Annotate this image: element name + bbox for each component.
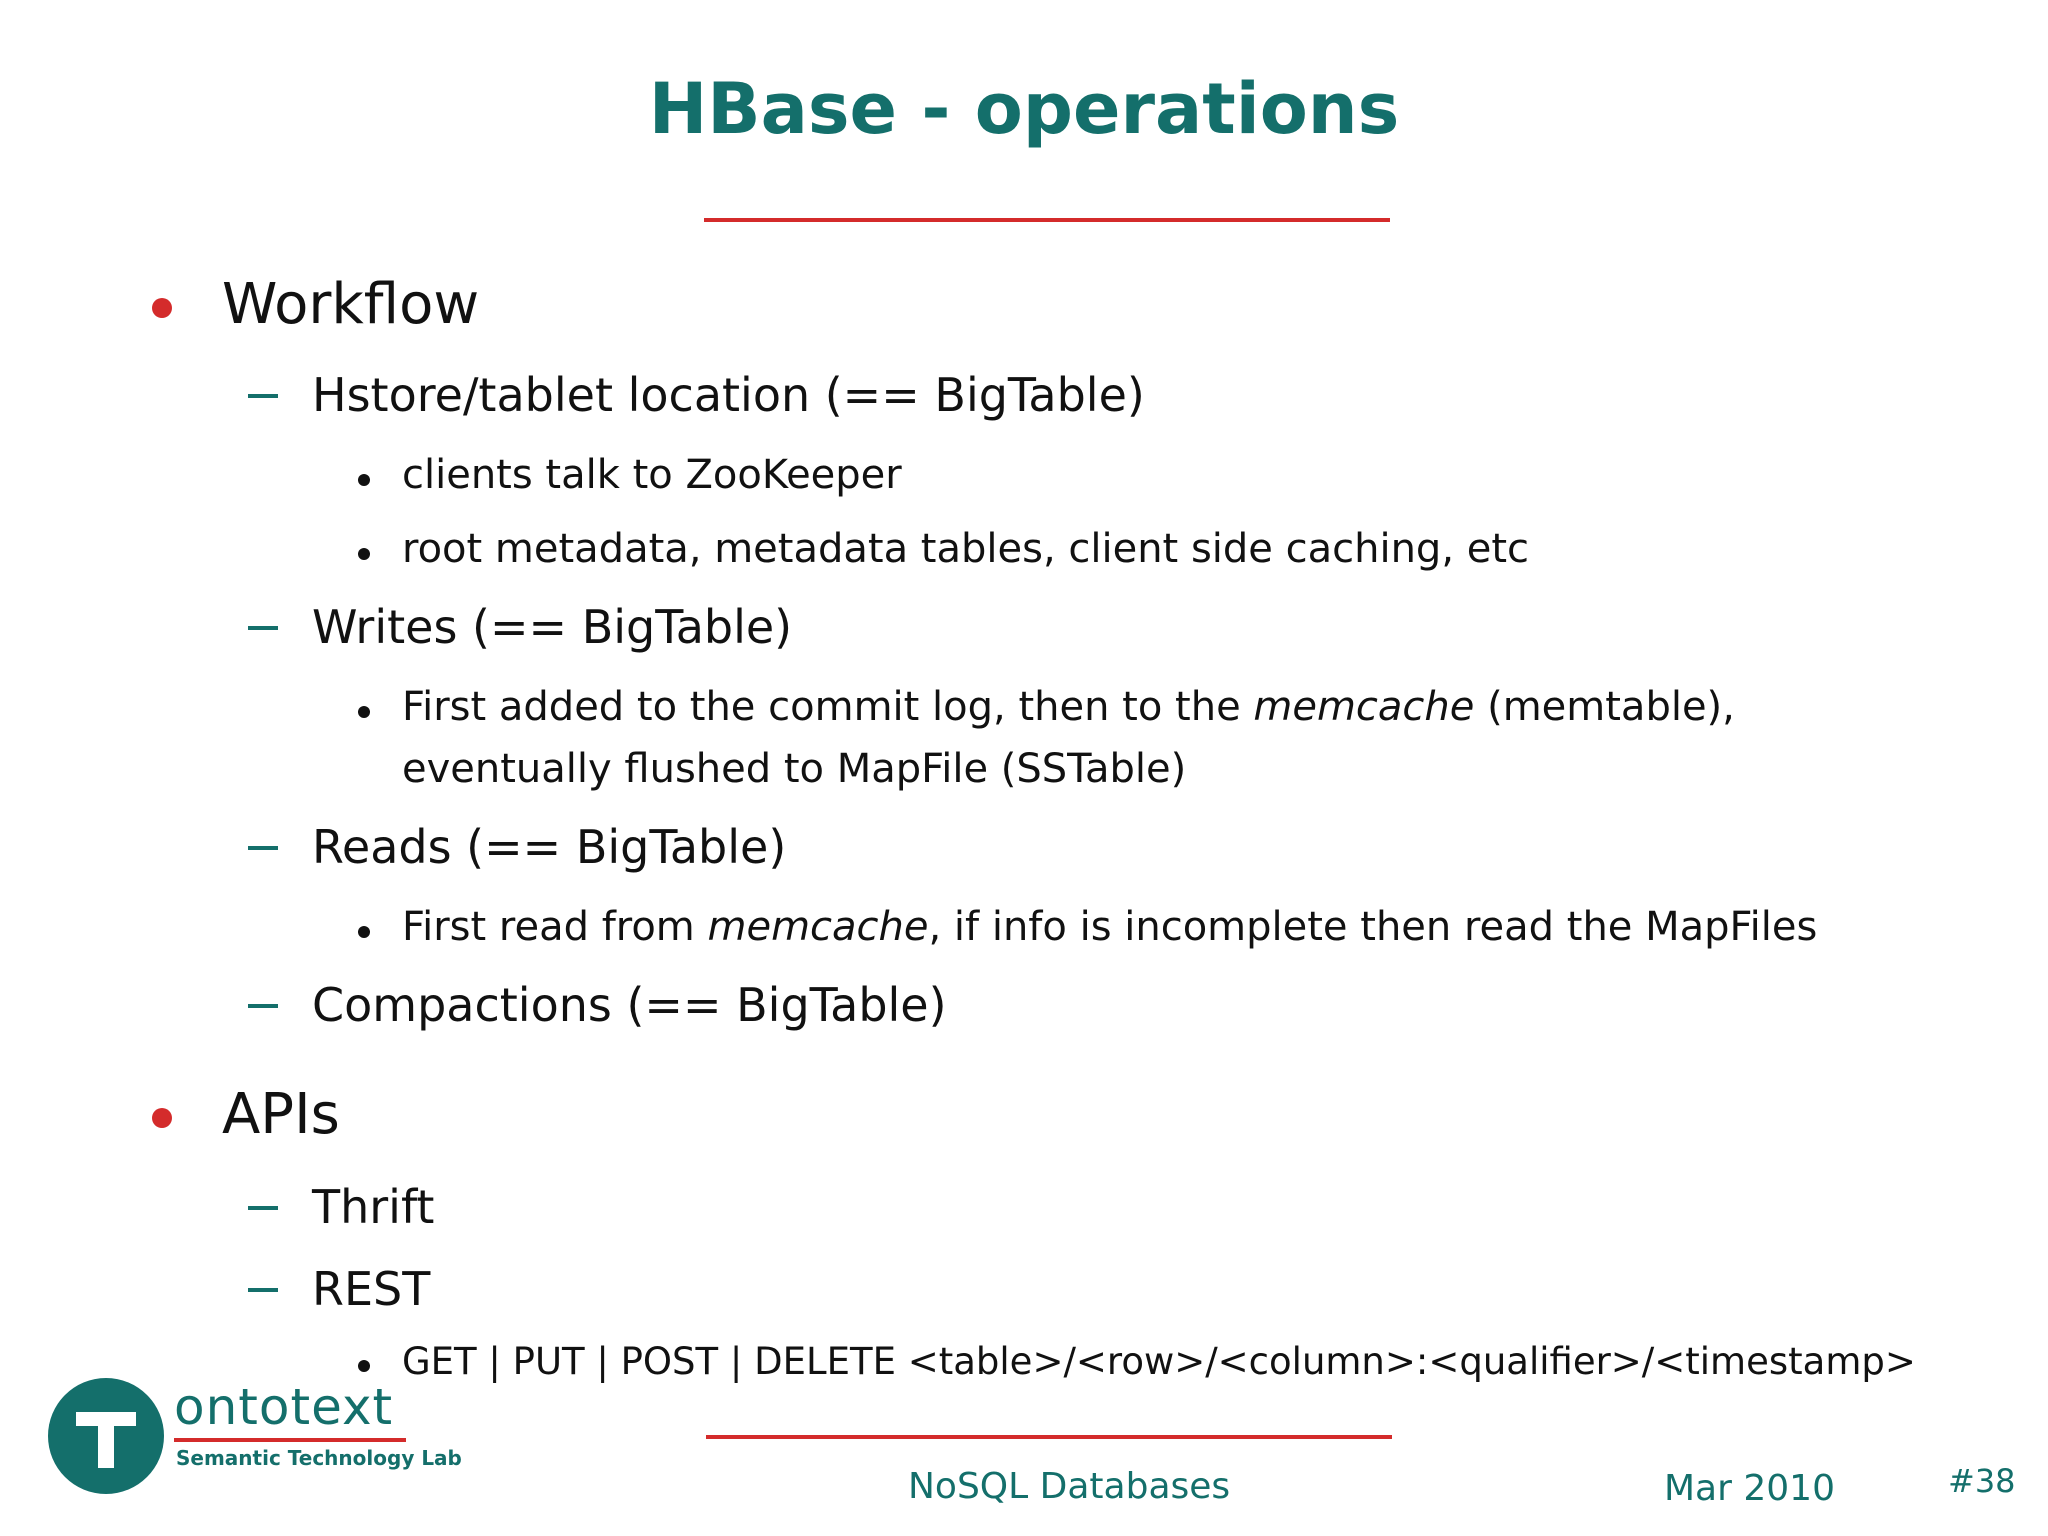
subbullet-compactions: Compactions (== BigTable) bbox=[312, 978, 947, 1032]
item-writes-post: (memtable), bbox=[1474, 684, 1735, 730]
bullet-icon bbox=[152, 298, 172, 318]
page-number: #38 bbox=[1948, 1462, 2016, 1500]
item-writes-em: memcache bbox=[1253, 684, 1475, 730]
item-writes-line2: eventually flushed to MapFile (SSTable) bbox=[402, 746, 1187, 792]
subbullet-rest: REST bbox=[312, 1262, 431, 1316]
dash-icon bbox=[248, 1206, 278, 1210]
dash-icon bbox=[248, 1288, 278, 1292]
item-zookeeper: clients talk to ZooKeeper bbox=[402, 452, 902, 498]
logo-name: ontotext bbox=[174, 1378, 394, 1436]
bullet-dot-icon bbox=[358, 548, 370, 560]
item-reads-em: memcache bbox=[707, 904, 929, 950]
dash-icon bbox=[248, 394, 278, 398]
bullet-apis: APIs bbox=[222, 1082, 340, 1147]
item-root-metadata: root metadata, metadata tables, client side caching, etc bbox=[402, 526, 1530, 572]
bullet-icon bbox=[152, 1108, 172, 1128]
item-reads bbox=[402, 904, 1817, 950]
bullet-dot-icon bbox=[358, 926, 370, 938]
slide-title: HBase - operations bbox=[648, 68, 1400, 150]
subbullet-thrift: Thrift bbox=[312, 1180, 435, 1234]
item-reads-pre: First read from bbox=[402, 904, 708, 950]
logo-circle-icon bbox=[48, 1378, 164, 1494]
bullet-dot-icon bbox=[358, 1360, 370, 1372]
item-rest-methods: GET | PUT | POST | DELETE <table>/<row>/<column>:<qualifier>/<timestamp> bbox=[402, 1340, 1916, 1383]
dash-icon bbox=[248, 846, 278, 850]
footer-rule bbox=[706, 1435, 1392, 1439]
subbullet-hstore: Hstore/tablet location (== BigTable) bbox=[312, 368, 1145, 422]
footer-center: NoSQL Databases bbox=[908, 1466, 1231, 1507]
item-reads-post: , if info is incomplete then read the MapFiles bbox=[928, 904, 1818, 950]
bullet-dot-icon bbox=[358, 706, 370, 718]
title-underline bbox=[704, 218, 1390, 222]
bullet-workflow: Workflow bbox=[222, 272, 480, 337]
ontotext-logo bbox=[48, 1378, 462, 1498]
item-writes-line1 bbox=[402, 684, 1735, 730]
logo-subtitle: Semantic Technology Lab bbox=[176, 1446, 462, 1470]
logo-underline bbox=[174, 1438, 406, 1442]
footer-date: Mar 2010 bbox=[1664, 1468, 1835, 1509]
bullet-dot-icon bbox=[358, 474, 370, 486]
subbullet-writes: Writes (== BigTable) bbox=[312, 600, 793, 654]
dash-icon bbox=[248, 626, 278, 630]
dash-icon bbox=[248, 1004, 278, 1008]
item-writes-pre: First added to the commit log, then to the bbox=[402, 684, 1254, 730]
subbullet-reads: Reads (== BigTable) bbox=[312, 820, 787, 874]
